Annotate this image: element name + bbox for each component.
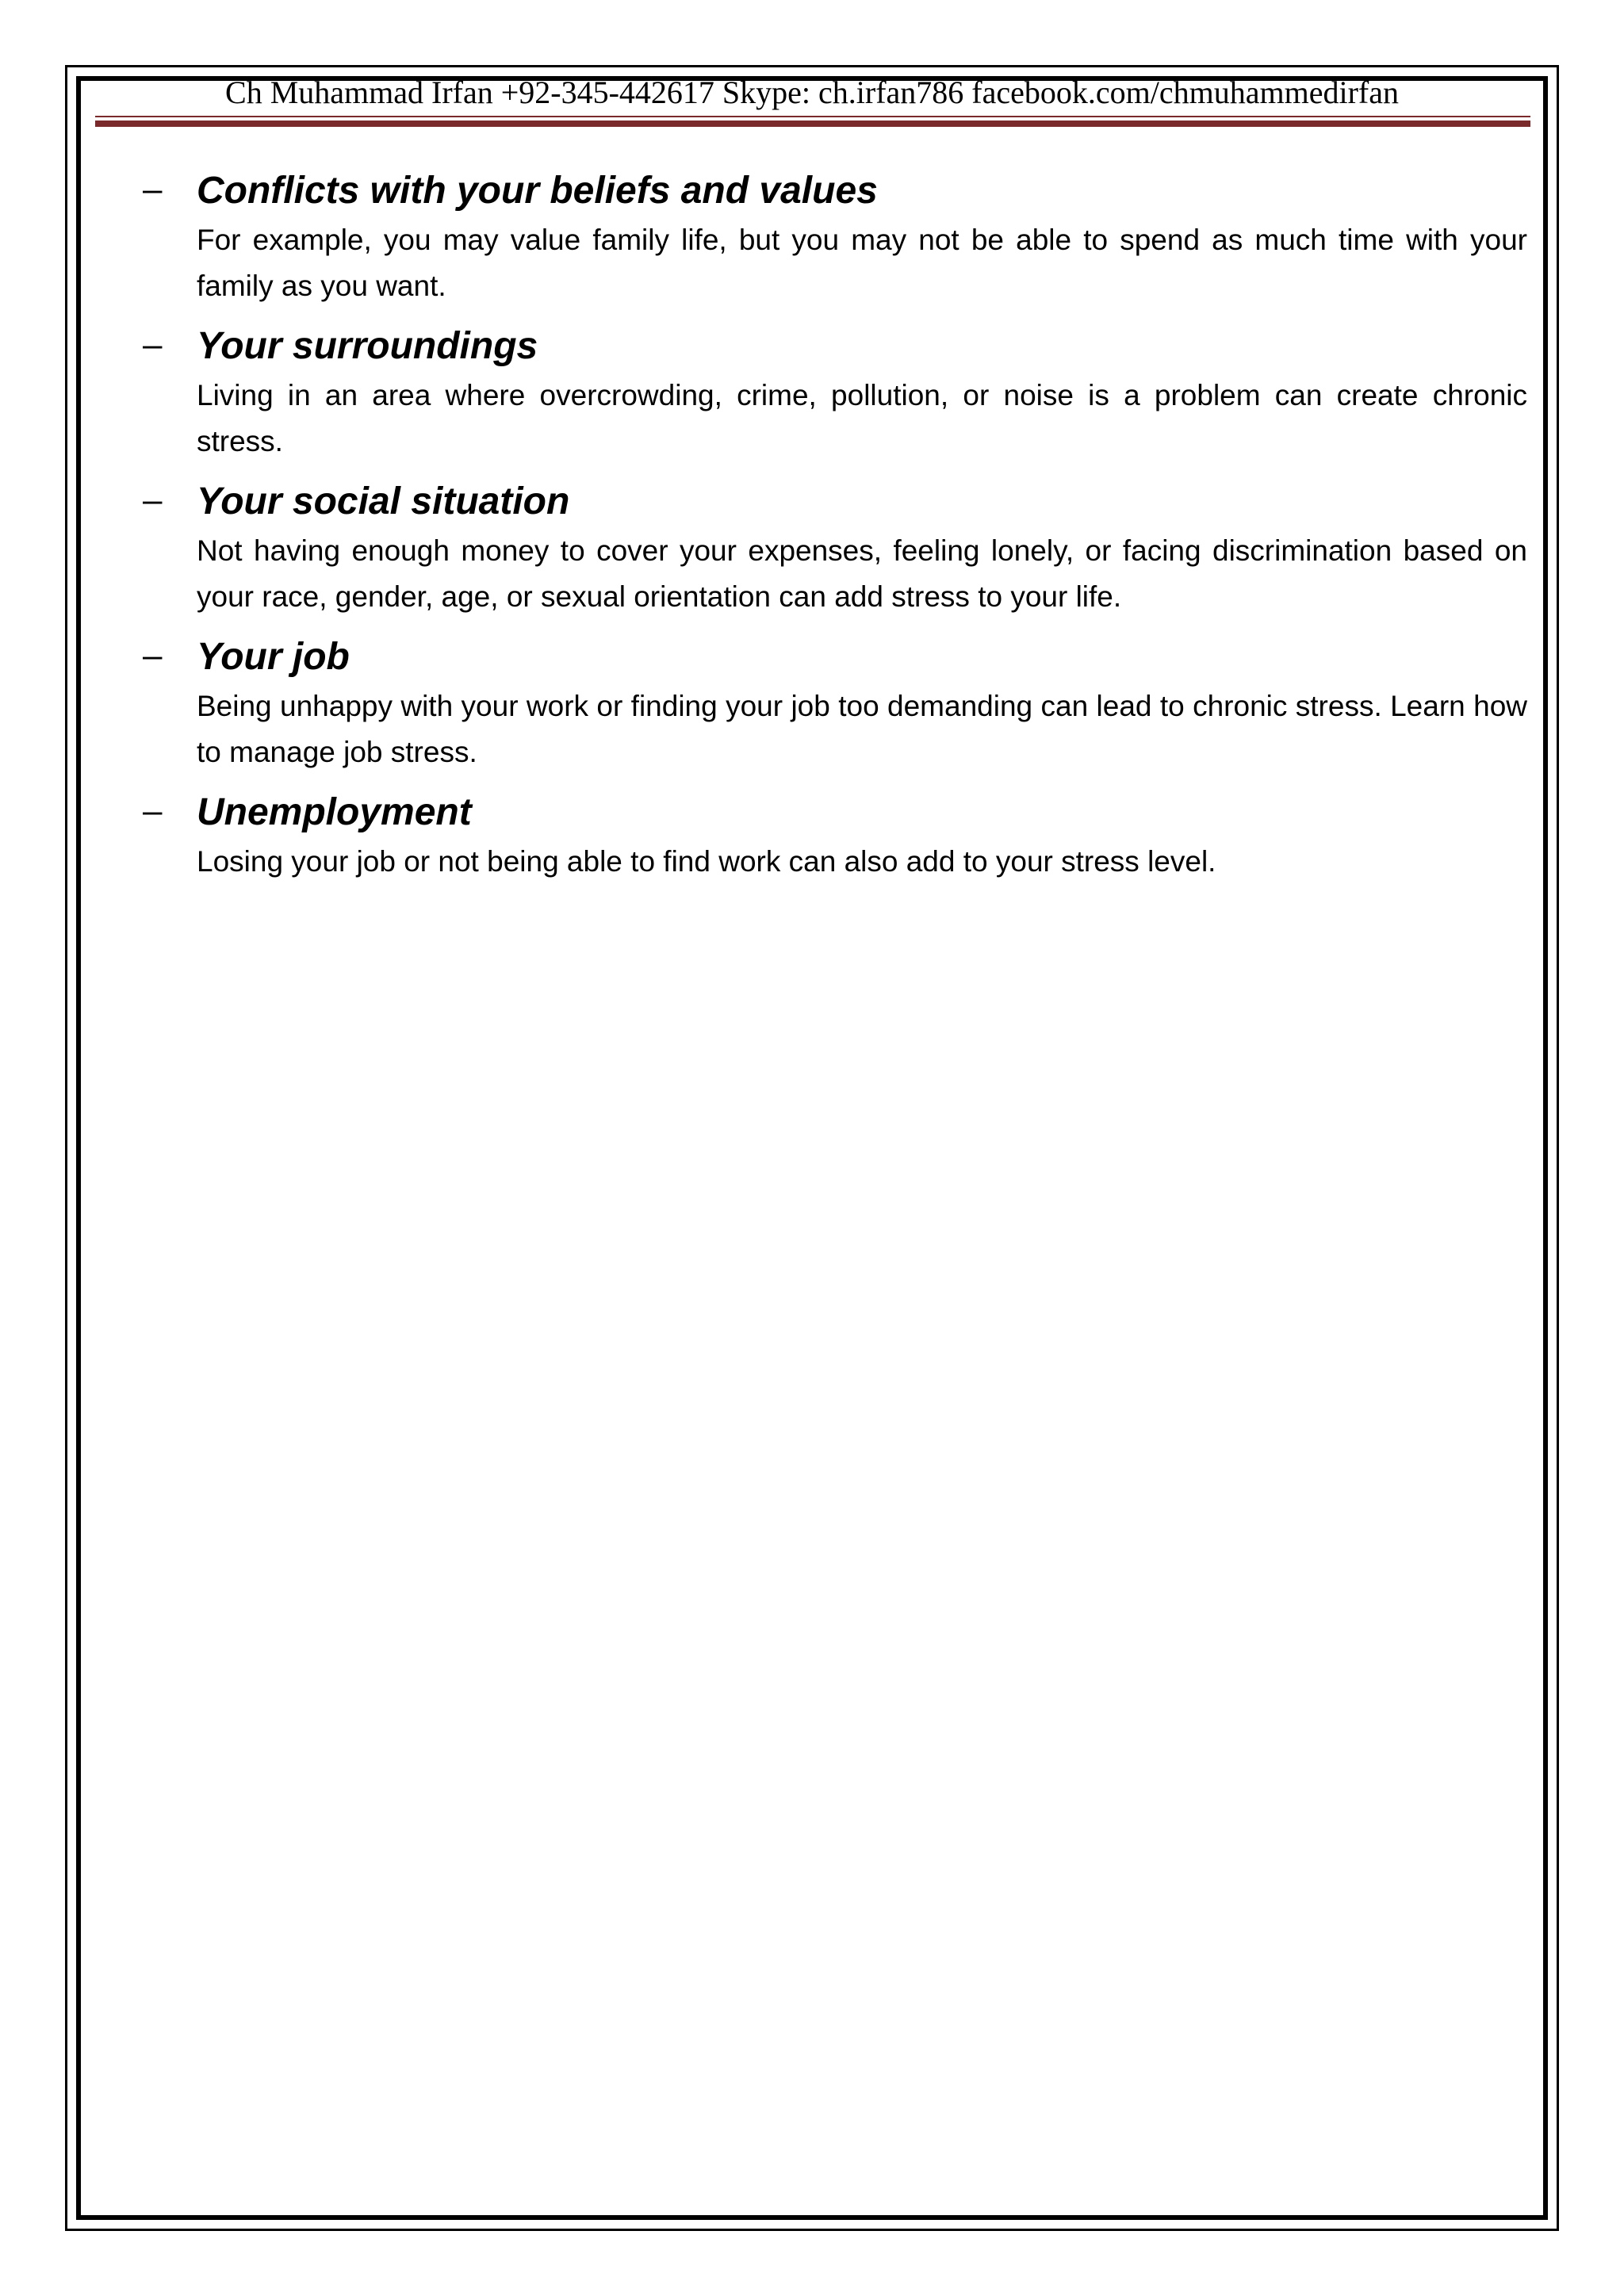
item-heading: Your job <box>197 636 350 678</box>
item-body: Not having enough money to cover your expenses, feeling lonely, or facing discrimination based on your race, gender, age, or sexual orientation can add stress to your life. <box>197 534 1527 613</box>
item-body: Being unhappy with your work or finding your job too demanding can lead to chronic stress. Learn how to manage job stress. <box>197 690 1527 768</box>
dash-bullet: – <box>143 791 163 830</box>
dash-bullet: – <box>143 325 163 364</box>
list-item <box>143 165 1527 309</box>
document-body <box>143 165 1527 896</box>
header-rule-thick <box>95 121 1530 127</box>
list-item <box>143 476 1527 620</box>
item-heading: Unemployment <box>197 791 472 833</box>
list-item <box>143 786 1527 885</box>
dash-bullet: – <box>143 636 163 675</box>
header-rule-thin <box>95 116 1530 117</box>
list-item <box>143 631 1527 775</box>
dash-bullet: – <box>143 170 163 209</box>
item-body: Losing your job or not being able to find work can also add to your stress level. <box>197 845 1216 878</box>
item-heading: Your social situation <box>197 480 570 522</box>
dash-bullet: – <box>143 480 163 519</box>
item-body: For example, you may value family life, but you may not be able to spend as much time with your family as you want. <box>197 224 1527 302</box>
item-body: Living in an area where overcrowding, crime, pollution, or noise is a problem can create chronic stress. <box>197 379 1527 457</box>
item-heading: Your surroundings <box>197 325 538 367</box>
page-header: Ch Muhammad Irfan +92-345-442617 Skype: ch.irfan786 facebook.com/chmuhammedirfan <box>225 75 1399 110</box>
item-heading: Conflicts with your beliefs and values <box>197 170 878 212</box>
list-item <box>143 320 1527 465</box>
